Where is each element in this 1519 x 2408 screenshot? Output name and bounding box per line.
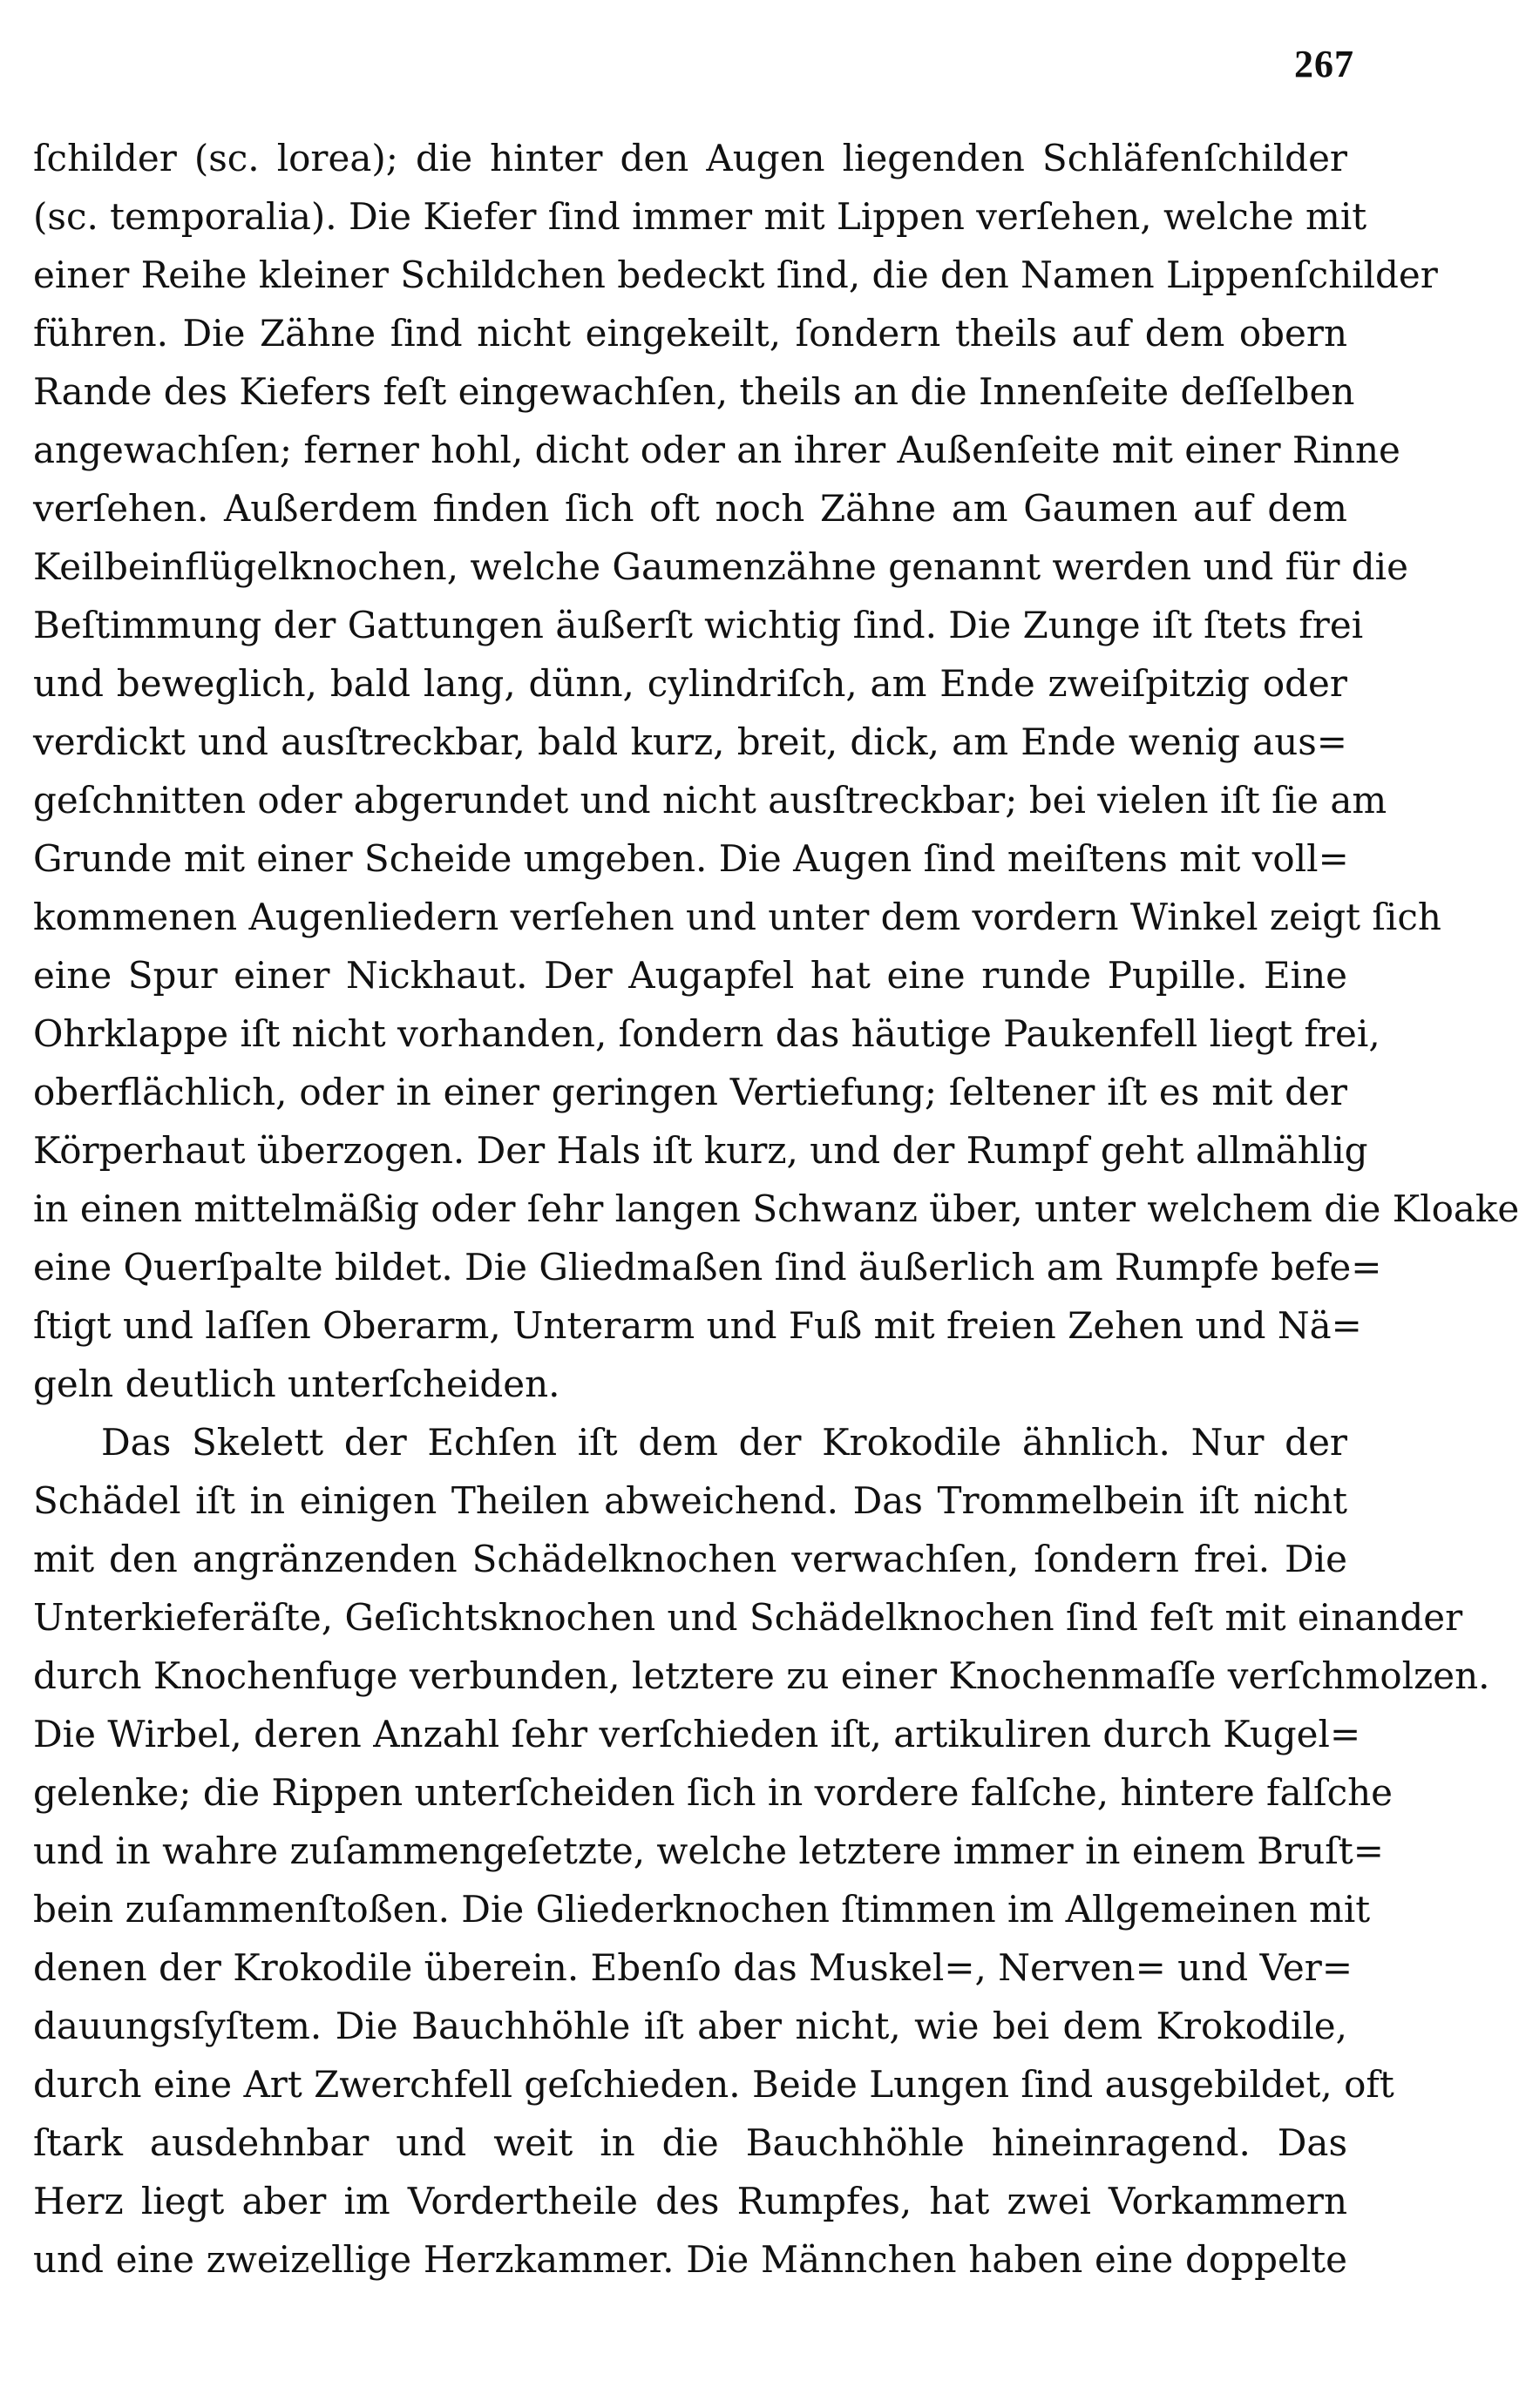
text-line: durch eine Art Zwerchfell geſchieden. Beide Lungen ſind ausgebildet, oft — [33, 2063, 1394, 2106]
text-line: Keilbeinflügelknochen, welche Gaumenzähne genannt werden und für die — [33, 545, 1408, 588]
text-line: angewachſen; ferner hohl, dicht oder an ihrer Außenſeite mit einer Rinne — [33, 429, 1400, 471]
body-text — [33, 129, 1519, 2289]
text-line: Körperhaut überzogen. Der Hals iſt kurz, und der Rumpf geht allmählig — [33, 1129, 1368, 1172]
text-line: Ohrklappe iſt nicht vorhanden, ſondern das häutige Paukenfell liegt frei, — [33, 1012, 1380, 1055]
text-line: Die Wirbel, deren Anzahl ſehr verſchieden iſt, artikuliren durch Kugel= — [33, 1713, 1361, 1755]
text-line: kommenen Augenliedern verſehen und unter dem vordern Winkel zeigt ſich — [33, 896, 1441, 938]
text-line: und beweglich, bald lang, dünn, cylindriſch, am Ende zweiſpitzig oder — [33, 662, 1347, 705]
text-line: gelenke; die Rippen unterſcheiden ſich in vordere falſche, hintere falſche — [33, 1771, 1394, 1814]
text-line: eine Querſpalte bildet. Die Gliedmaßen ſind äußerlich am Rumpfe befe= — [33, 1246, 1382, 1289]
text-line: Rande des Kiefers feſt eingewachſen, theils an die Innenſeite deſſelben — [33, 370, 1355, 413]
text-line: Unterkieferäſte, Geſichtsknochen und Schädelknochen ſind feſt mit einander — [33, 1596, 1463, 1639]
text-line: verſehen. Außerdem finden ſich oft noch Zähne am Gaumen auf dem — [33, 487, 1347, 530]
page-number: 267 — [1294, 43, 1354, 85]
text-line: (sc. temporalia). Die Kiefer ſind immer mit Lippen verſehen, welche mit — [33, 195, 1367, 238]
text-line: Herz liegt aber im Vordertheile des Rumpfes, hat zwei Vorkammern — [33, 2180, 1347, 2222]
text-line: Das Skelett der Echſen iſt dem der Krokodile ähnlich. Nur der — [101, 1421, 1347, 1464]
text-line: und eine zweizellige Herzkammer. Die Männchen haben eine doppelte — [33, 2238, 1347, 2281]
text-line: einer Reihe kleiner Schildchen bedeckt ſind, die den Namen Lippenſchilder — [33, 254, 1438, 296]
text-line: geln deutlich unterſcheiden. — [33, 1363, 560, 1405]
text-line: durch Knochenfuge verbunden, letztere zu einer Knochenmaſſe verſchmolzen. — [33, 1654, 1490, 1697]
text-line: geſchnitten oder abgerundet und nicht ausſtreckbar; bei vielen iſt ſie am — [33, 779, 1387, 822]
text-line: Schädel iſt in einigen Theilen abweichend. Das Trommelbein iſt nicht — [33, 1479, 1347, 1522]
text-line: und in wahre zuſammengeſetzte, welche letztere immer in einem Bruſt= — [33, 1830, 1384, 1872]
text-line: führen. Die Zähne ſind nicht eingekeilt, ſondern theils auf dem obern — [33, 312, 1347, 355]
text-line: ſtigt und laſſen Oberarm, Unterarm und Fuß mit freien Zehen und Nä= — [33, 1304, 1362, 1347]
text-line: eine Spur einer Nickhaut. Der Augapfel hat eine runde Pupille. Eine — [33, 954, 1347, 997]
text-line: in einen mittelmäßig oder ſehr langen Schwanz über, unter welchem die Kloake — [33, 1187, 1519, 1230]
text-line: ſtark ausdehnbar und weit in die Bauchhöhle hineinragend. Das — [33, 2121, 1347, 2164]
text-line: Beſtimmung der Gattungen äußerſt wichtig ſind. Die Zunge iſt ſtets frei — [33, 604, 1364, 646]
text-line: mit den angränzenden Schädelknochen verwachſen, ſondern frei. Die — [33, 1538, 1347, 1580]
text-line: oberflächlich, oder in einer geringen Vertiefung; ſeltener iſt es mit der — [33, 1071, 1347, 1113]
text-line: verdickt und ausſtreckbar, bald kurz, breit, dick, am Ende wenig aus= — [33, 720, 1347, 763]
text-line: denen der Krokodile überein. Ebenſo das Muskel=, Nerven= und Ver= — [33, 1946, 1353, 1989]
text-line: ſchilder (sc. lorea); die hinter den Augen liegenden Schläfenſchilder — [33, 137, 1347, 179]
text-line: bein zuſammenſtoßen. Die Gliederknochen ſtimmen im Allgemeinen mit — [33, 1888, 1371, 1931]
text-line: Grunde mit einer Scheide umgeben. Die Augen ſind meiſtens mit voll= — [33, 837, 1349, 880]
text-line: dauungsſyſtem. Die Bauchhöhle iſt aber nicht, wie bei dem Krokodile, — [33, 2005, 1347, 2047]
